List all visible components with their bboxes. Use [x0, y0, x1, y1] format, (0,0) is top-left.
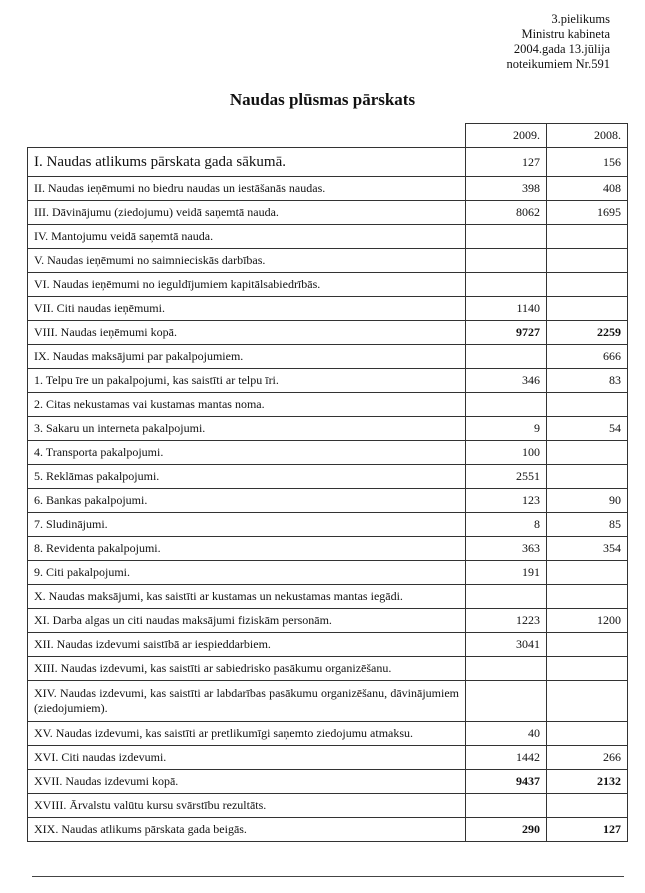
value-2009: 191	[466, 561, 547, 585]
value-2009	[466, 249, 547, 273]
table-row	[28, 513, 628, 537]
value-2008	[547, 441, 628, 465]
value-2008: 85	[547, 513, 628, 537]
value-2008: 83	[547, 369, 628, 393]
value-2009	[466, 345, 547, 369]
cash-flow-table	[27, 123, 628, 842]
row-label: XIV. Naudas izdevumi, kas saistīti ar labdarības pasākumu organizēšanu, dāvinājumiem (ziedojumiem).	[28, 681, 466, 722]
value-2008	[547, 633, 628, 657]
row-label: XVIII. Ārvalstu valūtu kursu svārstību rezultāts.	[28, 794, 466, 818]
footer-rule	[32, 876, 624, 877]
row-label: 9. Citi pakalpojumi.	[28, 561, 466, 585]
table-row	[28, 201, 628, 225]
table-row	[28, 585, 628, 609]
column-header-2008: 2008.	[547, 124, 628, 148]
table-row	[28, 321, 628, 345]
table-row	[28, 297, 628, 321]
value-2008: 1695	[547, 201, 628, 225]
value-2008: 354	[547, 537, 628, 561]
row-label: VIII. Naudas ieņēmumi kopā.	[28, 321, 466, 345]
row-label: 3. Sakaru un interneta pakalpojumi.	[28, 417, 466, 441]
value-2009	[466, 657, 547, 681]
table-row	[28, 633, 628, 657]
value-2009: 346	[466, 369, 547, 393]
value-2008	[547, 722, 628, 746]
row-label: 8. Revidenta pakalpojumi.	[28, 537, 466, 561]
value-2008: 90	[547, 489, 628, 513]
row-label: 4. Transporta pakalpojumi.	[28, 441, 466, 465]
row-label: XV. Naudas izdevumi, kas saistīti ar pretlikumīgi saņemto ziedojumu atmaksu.	[28, 722, 466, 746]
value-2008	[547, 561, 628, 585]
table-row	[28, 465, 628, 489]
table-row	[28, 393, 628, 417]
table-row	[28, 770, 628, 794]
value-2008: 2259	[547, 321, 628, 345]
annex-line: 3.pielikums	[551, 12, 610, 26]
value-2008: 666	[547, 345, 628, 369]
row-label: IV. Mantojumu veidā saņemtā nauda.	[28, 225, 466, 249]
value-2008	[547, 249, 628, 273]
row-label: XIII. Naudas izdevumi, kas saistīti ar sabiedrisko pasākumu organizēšanu.	[28, 657, 466, 681]
value-2008: 127	[547, 818, 628, 842]
table-row	[28, 177, 628, 201]
row-label: III. Dāvinājumu (ziedojumu) veidā saņemtā nauda.	[28, 201, 466, 225]
value-2008	[547, 465, 628, 489]
value-2009: 1442	[466, 746, 547, 770]
row-label: 2. Citas nekustamas vai kustamas mantas noma.	[28, 393, 466, 417]
value-2009: 398	[466, 177, 547, 201]
row-label: X. Naudas maksājumi, kas saistīti ar kustamas un nekustamas mantas iegādi.	[28, 585, 466, 609]
value-2008: 2132	[547, 770, 628, 794]
value-2009: 8062	[466, 201, 547, 225]
table-row	[28, 148, 628, 177]
value-2009	[466, 273, 547, 297]
value-2008	[547, 273, 628, 297]
table-row	[28, 794, 628, 818]
value-2009: 2551	[466, 465, 547, 489]
value-2008: 408	[547, 177, 628, 201]
table-row	[28, 609, 628, 633]
value-2009: 363	[466, 537, 547, 561]
value-2009	[466, 393, 547, 417]
annex-line: 2004.gada 13.jūlija	[513, 42, 610, 56]
value-2008	[547, 393, 628, 417]
value-2009	[466, 794, 547, 818]
table-row	[28, 417, 628, 441]
table-row	[28, 369, 628, 393]
row-label: XI. Darba algas un citi naudas maksājumi fiziskām personām.	[28, 609, 466, 633]
annex-line: noteikumiem Nr.591	[506, 57, 610, 71]
header-row	[28, 124, 628, 148]
table-row	[28, 561, 628, 585]
value-2009: 9727	[466, 321, 547, 345]
row-label: 7. Sludinājumi.	[28, 513, 466, 537]
value-2008: 1200	[547, 609, 628, 633]
row-label: VI. Naudas ieņēmumi no ieguldījumiem kapitālsabiedrībās.	[28, 273, 466, 297]
table-row	[28, 441, 628, 465]
table-row	[28, 537, 628, 561]
table-row	[28, 657, 628, 681]
table-row	[28, 345, 628, 369]
annex-line: Ministru kabineta	[521, 27, 610, 41]
value-2008	[547, 297, 628, 321]
table-row	[28, 249, 628, 273]
value-2008: 266	[547, 746, 628, 770]
row-label: II. Naudas ieņēmumi no biedru naudas un iestāšanās naudas.	[28, 177, 466, 201]
value-2009	[466, 681, 547, 722]
value-2009: 8	[466, 513, 547, 537]
table-row	[28, 818, 628, 842]
value-2009: 40	[466, 722, 547, 746]
value-2009: 123	[466, 489, 547, 513]
value-2008	[547, 225, 628, 249]
value-2009	[466, 585, 547, 609]
document-title: Naudas plūsmas pārskats	[229, 90, 416, 109]
value-2008: 156	[547, 148, 628, 177]
row-label: IX. Naudas maksājumi par pakalpojumiem.	[28, 345, 466, 369]
value-2009: 9437	[466, 770, 547, 794]
value-2008	[547, 794, 628, 818]
value-2009	[466, 225, 547, 249]
value-2009: 1140	[466, 297, 547, 321]
table-row	[28, 746, 628, 770]
value-2009: 1223	[466, 609, 547, 633]
value-2009: 290	[466, 818, 547, 842]
row-label: XVI. Citi naudas izdevumi.	[28, 746, 466, 770]
row-label: 5. Reklāmas pakalpojumi.	[28, 465, 466, 489]
row-label: VII. Citi naudas ieņēmumi.	[28, 297, 466, 321]
annex-reference	[507, 12, 610, 72]
value-2009: 9	[466, 417, 547, 441]
table-row	[28, 273, 628, 297]
row-label: XVII. Naudas izdevumi kopā.	[28, 770, 466, 794]
table-row	[28, 225, 628, 249]
row-label: 1. Telpu īre un pakalpojumi, kas saistīti ar telpu īri.	[28, 369, 466, 393]
value-2009: 127	[466, 148, 547, 177]
row-label: 6. Bankas pakalpojumi.	[28, 489, 466, 513]
value-2008	[547, 681, 628, 722]
table-row	[28, 722, 628, 746]
value-2008: 54	[547, 417, 628, 441]
row-label: I. Naudas atlikums pārskata gada sākumā.	[28, 148, 466, 177]
table-row	[28, 681, 628, 722]
row-label: XII. Naudas izdevumi saistībā ar iespieddarbiem.	[28, 633, 466, 657]
value-2008	[547, 657, 628, 681]
value-2008	[547, 585, 628, 609]
row-label: V. Naudas ieņēmumi no saimnieciskās darbības.	[28, 249, 466, 273]
value-2009: 100	[466, 441, 547, 465]
table-row	[28, 489, 628, 513]
column-header-2009: 2009.	[466, 124, 547, 148]
row-label: XIX. Naudas atlikums pārskata gada beigās.	[28, 818, 466, 842]
value-2009: 3041	[466, 633, 547, 657]
